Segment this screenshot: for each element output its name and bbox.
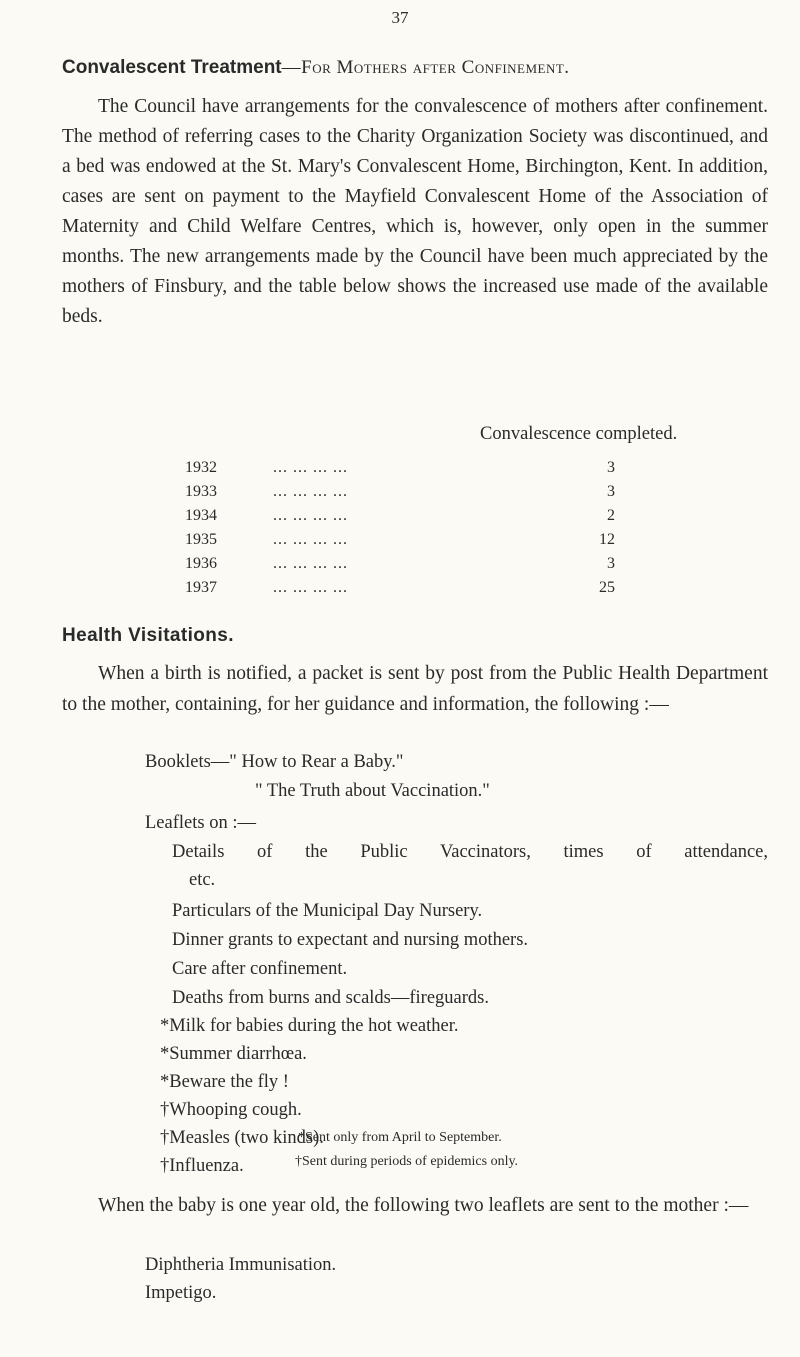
table-value: 12 xyxy=(599,531,615,548)
table-row xyxy=(185,555,615,579)
table-value: 2 xyxy=(607,507,615,524)
leaflet-item: Dinner grants to expectant and nursing mothers. xyxy=(172,930,529,950)
leaflet-item: †Influenza. xyxy=(160,1156,244,1176)
table-row xyxy=(185,483,615,507)
leaflets-label: Leaflets on :— xyxy=(145,813,256,833)
table-dots: ... ... ... ... xyxy=(273,459,348,476)
convalescent-paragraph xyxy=(62,92,768,332)
booklet-truth-vaccination: " The Truth about Vaccination." xyxy=(255,781,490,801)
booklets-label: Booklets— xyxy=(145,752,230,772)
footnote-asterisk: *Sent only from April to September. xyxy=(298,1130,502,1145)
table-row xyxy=(185,579,615,603)
one-year-paragraph xyxy=(62,1190,768,1221)
table-value: 25 xyxy=(599,579,615,596)
final-leaflet: Diphtheria Immunisation. xyxy=(145,1255,337,1275)
table-year: 1933 xyxy=(185,483,217,500)
leaflet-item: *Milk for babies during the hot weather. xyxy=(160,1016,459,1036)
table-dots: ... ... ... ... xyxy=(273,531,348,548)
table-row xyxy=(185,507,615,531)
final-leaflet: Impetigo. xyxy=(145,1283,217,1303)
convalescent-heading-subtitle: —For Mothers after Confinement. xyxy=(281,57,570,78)
leaflet-item: Details of the Public Vaccinators, times of attendance, xyxy=(172,842,768,862)
leaflet-item: †Whooping cough. xyxy=(160,1100,302,1120)
leaflet-item: Deaths from burns and scalds—fireguards. xyxy=(172,988,489,1008)
footnote-dagger: †Sent during periods of epidemics only. xyxy=(295,1154,519,1169)
health-visitations-paragraph xyxy=(62,658,768,720)
leaflet-item: †Measles (two kinds). xyxy=(160,1128,324,1148)
table-year: 1934 xyxy=(185,507,217,524)
convalescent-heading xyxy=(62,57,570,79)
leaflet-item: Particulars of the Municipal Day Nursery. xyxy=(172,901,483,921)
leaflet-item: *Summer diarrhœa. xyxy=(160,1044,307,1064)
table-value: 3 xyxy=(607,483,615,500)
health-visitations-paragraph-text: When a birth is notified, a packet is sent by post from the Public Health Department to the mother, containing, for her guidance and information, the following :— xyxy=(62,663,768,715)
table-dots: ... ... ... ... xyxy=(273,483,348,500)
one-year-paragraph-text: When the baby is one year old, the following two leaflets are sent to the mother :— xyxy=(98,1195,749,1216)
booklets-line xyxy=(145,752,403,773)
booklet-how-to-rear: " How to Rear a Baby." xyxy=(229,752,404,772)
table-dots: ... ... ... ... xyxy=(273,507,348,524)
table-year: 1935 xyxy=(185,531,217,548)
health-visitations-heading: Health Visitations. xyxy=(62,625,234,646)
table-column-header: Convalescence completed. xyxy=(480,424,678,444)
table-value: 3 xyxy=(607,555,615,572)
table-row xyxy=(185,531,615,555)
leaflet-item: Care after confinement. xyxy=(172,959,348,979)
table-year: 1937 xyxy=(185,579,217,596)
leaflet-item: *Beware the fly ! xyxy=(160,1072,289,1092)
table-value: 3 xyxy=(607,459,615,476)
table-year: 1936 xyxy=(185,555,217,572)
table-dots: ... ... ... ... xyxy=(273,555,348,572)
convalescent-paragraph-text: The Council have arrangements for the convalescence of mothers after confinement. The method of referring cases to the Charity Organization Society was discontinued, and a bed was endowed at the St. Mary's Convalescent Home, Birchington, Kent. In addition, cases are sent on payment to the Mayfield Convalescent Home of the Association of Maternity and Child Welfare Centres, which is, however, only open in the summer months. The new arrangements made by the Council have been much appreciated by the mothers of Finsbury, and the table below shows the increased use made of the available beds. xyxy=(62,96,768,327)
table-year: 1932 xyxy=(185,459,217,476)
convalescent-heading-bold: Convalescent Treatment xyxy=(62,57,282,78)
leaflet-item: etc. xyxy=(189,870,216,890)
page-number: 37 xyxy=(391,8,409,27)
table-row xyxy=(185,459,615,483)
table-dots: ... ... ... ... xyxy=(273,579,348,596)
